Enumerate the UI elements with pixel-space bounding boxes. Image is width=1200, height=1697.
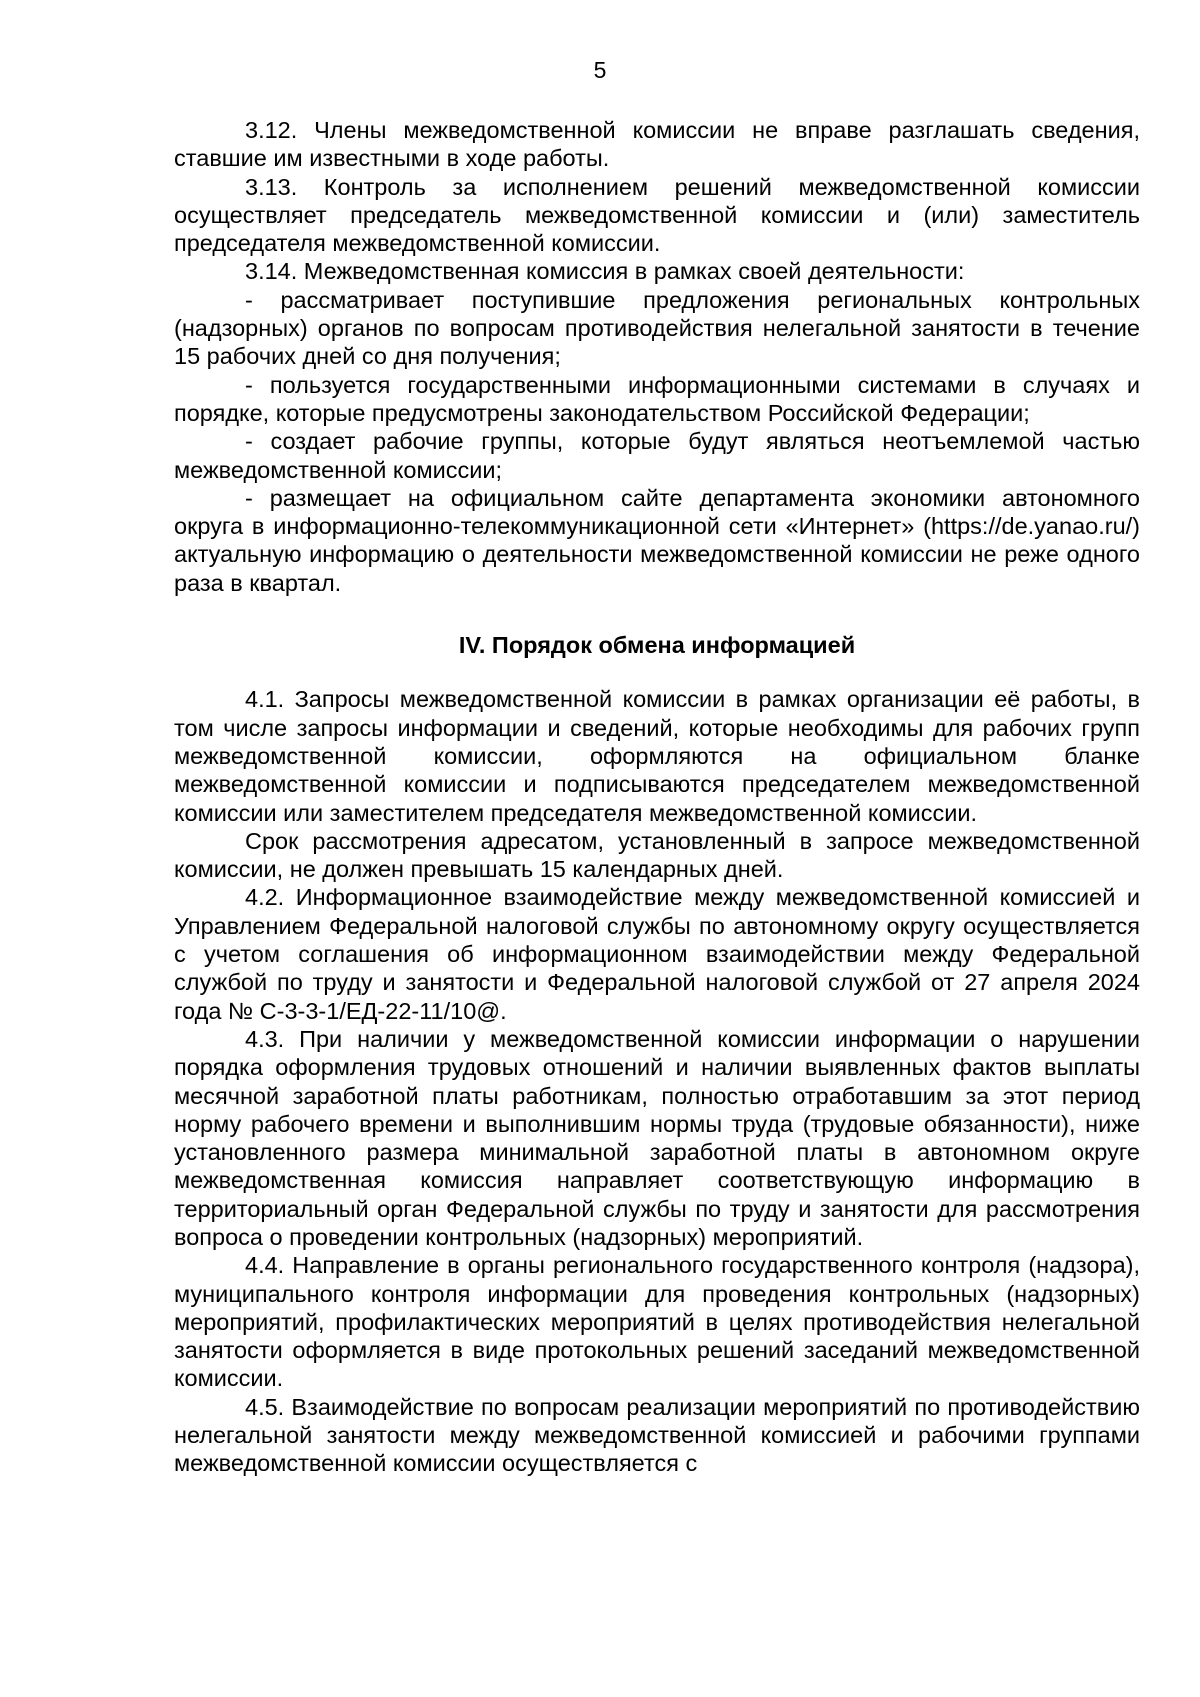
list-item-website-publication: - размещает на официальном сайте департамента экономики автономного округа в информационно-телекоммуникационной сети «Интернет» (https://de.yanao.ru/) актуальную информацию о деятельности межведомственной комиссии не реже одного раза в квартал. [174,484,1140,596]
paragraph-4-2: 4.2. Информационное взаимодействие между межведомственной комиссией и Управлением Федеральной налоговой службы по автономному округу осуществляется с учетом соглашения об информационном взаимодействии между Федеральной службой по труду и занятости и Федеральной налоговой службой от 27 апреля 2024 года № С-3-3-1/ЕД-22-11/10@. [174,884,1140,1024]
paragraph-4-3: 4.3. При наличии у межведомственной комиссии информации о нарушении порядка оформления трудовых отношений и наличии выявленных фактов выплаты месячной заработной платы работникам, полностью отработавшим за этот период норму рабочего времени и выполнившим нормы труда (трудовые обязанности), ниже установленного размера минимальной заработной платы в автономном округе межведомственная комиссия направляет соответствующую информацию в территориальный орган Федеральной службы по труду и занятости для рассмотрения вопроса о проведении контрольных (надзорных) мероприятий. [174,1025,1140,1250]
list-item-proposals: - рассматривает поступившие предложения региональных контрольных (надзорных) органов по вопросам противодействия нелегальной занятости в течение 15 рабочих дней со дня получения; [174,286,1140,370]
list-item-working-groups: - создает рабочие группы, которые будут являться неотъемлемой частью межведомственной комиссии; [174,428,1140,483]
section-heading: IV. Порядок обмена информацией [458,632,856,659]
paragraph-4-4: 4.4. Направление в органы регионального государственного контроля (надзора), муниципального контроля информации для проведения контрольных (надзорных) мероприятий, профилактических мероприятий в целях противодействия нелегальной занятости оформляется в виде протокольных решений заседаний межведомственной комиссии. [174,1252,1140,1392]
paragraph-4-5: 4.5. Взаимодействие по вопросам реализации мероприятий по противодействию нелегальной занятости между межведомственной комиссией и рабочими группами межведомственной комиссии осуществляется с [174,1393,1140,1477]
paragraph-3-12: 3.12. Члены межведомственной комиссии не вправе разглашать сведения, ставшие им известными в ходе работы. [174,117,1140,172]
document-body [174,116,1140,1478]
paragraph-4-1-deadline: Срок рассмотрения адресатом, установленный в запросе межведомственной комиссии, не должен превышать 15 календарных дней. [174,827,1140,883]
paragraph-3-14: 3.14. Межведомственная комиссия в рамках своей деятельности: [245,258,965,285]
paragraph-3-13: 3.13. Контроль за исполнением решений межведомственной комиссии осуществляет председатель межведомственной комиссии и (или) заместитель председателя межведомственной комиссии. [174,173,1140,257]
page-number: 5 [593,57,607,83]
paragraph-4-1: 4.1. Запросы межведомственной комиссии в рамках организации её работы, в том числе запросы информации и сведений, которые необходимы для рабочих групп межведомственной комиссии, оформляются на официальном бланке межведомственной комиссии и подписываются председателем межведомственной комиссии или заместителем председателя межведомственной комиссии. [174,686,1140,826]
list-item-information-systems: - пользуется государственными информационными системами в случаях и порядке, которые предусмотрены законодательством Российской Федерации; [174,371,1140,426]
